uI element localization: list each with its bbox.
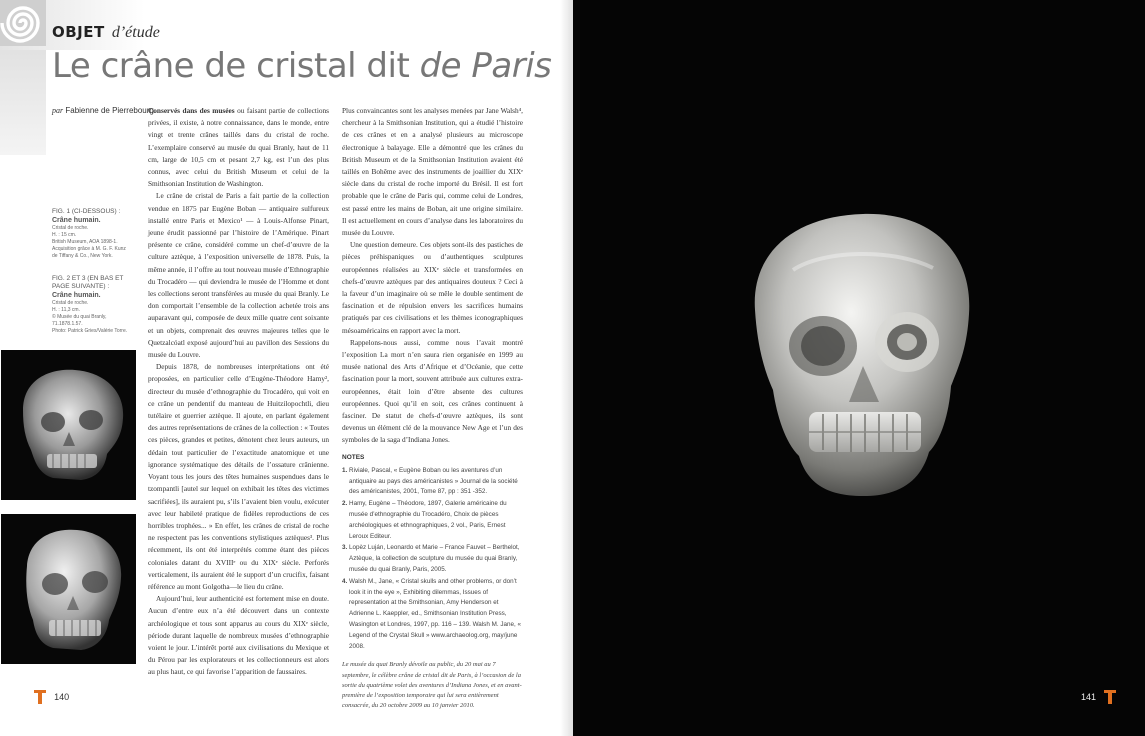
fig23-line: © Musée du quai Branly, (52, 314, 107, 320)
fig1-line: H. : 15 cm. (52, 232, 77, 238)
crystal-skull-image (1, 350, 136, 500)
title-emphasis: de Paris (419, 46, 552, 86)
fig1-line: Cristal de roche. (52, 225, 89, 231)
spine-shadow (560, 0, 573, 736)
note-item (342, 499, 523, 542)
lead-in: Conservés dans des musées (148, 106, 235, 115)
folio-right (1078, 686, 1116, 704)
fig23-line: H. : 11,3 cm. (52, 307, 80, 313)
crystal-skull-image (1, 514, 136, 664)
fig23-line: Cristal de roche. (52, 300, 89, 306)
rubric-main: OBJET (52, 23, 105, 41)
photo-crystal-skull-paris (1, 514, 136, 664)
photo-crystal-skull-british-museum (1, 350, 136, 500)
note-number: 3. (342, 544, 348, 552)
fig23-line: 71.1878.1.57. (52, 321, 83, 327)
page-number-left: 140 (54, 691, 70, 702)
author: Fabienne de Pierrebourg (65, 106, 154, 115)
title-main: Le crâne de cristal dit (52, 46, 420, 86)
section-rubric (52, 22, 160, 46)
t-logo-icon (34, 690, 46, 704)
fig23-head: FIG. 2 ET 3 (EN BAS ET PAGE SUIVANTE) : (52, 275, 124, 290)
fig1-caption (52, 208, 142, 260)
note-text: Walsh M., Jane, « Cristal skulls and other problems, or don’t look it in the eye », Exhibiting dilemmas, Issues of representation at the Smithsonian, Amy Henderson et Adrienne L. Kaeppler, ed., Smithsonian Institution Press, Wasington et Londres, 1997, pp. 116 – 139. Walsh M. Jane, « Legend of the Crystal Skull » www.archaeolog.org, may/june 2008. (349, 577, 521, 650)
fig1-line: de Tiffany & Co., New York. (52, 253, 113, 259)
article-paragraph: Aujourd’hui, leur authenticité est fortement mise en doute. Aucun d’entre eux n’a été découvert dans un contexte archéologique et tous sont apparus au cours du XIXᵉ siècle, période durant laquelle de nombreux musées d’ethnographie voient le jour. L’intérêt porté aux civilisations du Mexique et du Pérou par les explorateurs et les collectionneurs est alors au plus haut, ce qui favorise l’apparition de faussaires. (148, 594, 329, 677)
fig1-line: Acquisition grâce à M. G. F. Kunz (52, 246, 126, 252)
fig23-line: Photo: Patrick Gries/Valérie Torre. (52, 328, 128, 334)
swirl-ornament-icon (0, 0, 46, 46)
page-title (52, 46, 551, 86)
folio-left (34, 686, 72, 704)
article-paragraph: Plus convaincantes sont les analyses menées par Jane Walsh⁴, chercheur à la Smithsonian Institution, qui a étudié l’histoire de ces crânes et en a analysé plusieurs au microscope électronique à balayage. Elle a démontré que les crânes du British Museum et de la Smithsonian Institution avaient été taillés en Bohême avec des instruments de joaillier du XIXᵉ siècle dans du cristal de roche importé du Brésil. Il est fort probable que le crâne de Paris qui, comme celui de Londres, est passé entre les mains de Boban, ait une origine similaire. Il est actuellement en cours d’analyse dans les laboratoires du musée du Louvre. (342, 106, 523, 238)
article-column-2 (342, 105, 523, 711)
t-logo-icon (1104, 690, 1116, 704)
notes-title: NOTES (342, 453, 365, 461)
notes-list (342, 466, 523, 653)
article-paragraph: Rappelons-nous aussi, comme nous l’avait montré l’exposition La mort n’en saura rien organisée en 1999 au musée national des Arts d’Afrique et d’Océanie, que cette fascination pour la mort, souvent attribuée aux cultures extra-européennes, était loin d’être absente des cultures européennes. Quoi qu’il en soit, ces crânes continuent à fasciner. De statut de chefs-d’œuvre aztèques, ils sont devenus un élément clé de la mouvance New Age et l’un des symboles de la saga d’Indiana Jones. (342, 337, 523, 445)
right-page (573, 0, 1145, 736)
note-item (342, 543, 523, 575)
page-number-right: 141 (1081, 691, 1097, 702)
note-text: Riviale, Pascal, « Eugène Boban ou les aventures d’un antiquaire au pays des américanistes » Journal de la société des américanistes, 2001, Tome 87, pp : 351 -352. (349, 466, 518, 496)
fig1-head: FIG. 1 (CI-DESSOUS) : (52, 208, 121, 215)
crystal-skull-full-page-image (723, 190, 1003, 520)
exhibition-note: Le musée du quai Branly dévoile au public, du 20 mai au 7 septembre, le célèbre crâne de cristal dit de Paris, à l’occasion de la sortie du quatrième volet des aventures d’Indiana Jones, et en avant-première de l’exposition temporaire qui lui sera entièrement consacrée, du 20 octobre 2009 au 10 janvier 2010. (342, 661, 522, 710)
note-number: 1. (342, 466, 348, 474)
article-column-1 (148, 105, 329, 679)
rubric-sub: d’étude (111, 24, 160, 41)
fig1-name: Crâne humain. (52, 217, 101, 224)
note-item (342, 577, 523, 653)
article-paragraph: Une question demeure. Ces objets sont-ils des pastiches de pièces préhispaniques ou d’authentiques sculptures européennes réalisées au XIXᵉ siècle et transformées en chefs-d’œuvre aztèques par des antiquaires douteux ? Ceci à la faveur d’un imaginaire où se mêle le double sentiment de fascination et de répulsion envers les sacrifices humains pratiqués par ces civilisations et les thèmes iconographiques mésoaméricains en rapport avec la mort. (342, 240, 523, 335)
paragraph-text: ou faisant partie de collections privées, il existe, à notre connaissance, dans le monde, entre vingt et trente crânes taillés dans du cristal de roche. L’exemplaire conservé au musée du quai Branly, haut de 11 cm, large de 10,5 cm et pesant 2,7 kg, est l’un des plus connus, avec celui du British Museum et celui de la Smithsonian Institution de Washington. (148, 106, 329, 189)
note-item (342, 466, 523, 498)
byline (52, 106, 154, 115)
article-paragraph: Le crâne de cristal de Paris a fait partie de la collection vendue en 1875 par Eugène Boban — antiquaire sulfureux installé entre Paris et Mexico¹ — à Louis-Alfonse Pinart, jeune érudit passionné par l’histoire de l’Amérique. Pinart présente ce crâne, considéré comme un chef-d’œuvre de la culture aztèque, à l’exposition universelle de 1878. Puis, la même année, il l’offre au tout nouveau musée d’Ethnographie du Trocadéro — qui deviendra le musée de l’Homme et dont les collections seront transférées au musée du quai Branly. Le don comportait l’ensemble de la collection achetée trois ans auparavant qui, composée de deux mille quatre cent soixante et un objets, comprenait des œuvres majeures telles que le Quetzalcóatl exposé aujourd’hui au pavillon des Sessions du musée du Louvre. (148, 191, 329, 360)
note-number: 2. (342, 500, 348, 508)
article-paragraph: Depuis 1878, de nombreuses interprétations ont été proposées, en particulier celle d’Eugène-Théodore Hamy², directeur du musée d’ethnographie du Trocadéro, qui voit en ce crâne un pendentif du manteau de Huitzilopochtli, dieu tutélaire et guerrier aztèque. Il ajoute, en parlant également des autres représentations de crânes de la collection : « Toutes ces pièces, grandes et petites, dénotent chez leurs auteurs, un dédain tout particulier de l’exactitude anatomique et une ignorance systématique des détails de l’ossature crânienne. Voyant tous les jours des têtes humaines suspendues dans le tzompantli [autel sur lequel on exhibait les têtes des victimes sacrifiées], ils auraient pu, s’ils l’avaient bien voulu, exécuter avec leur habileté pratique de fidèles reproductions de ces horribles trophées... » En effet, les crânes de cristal de roche ne respectent pas les conventions stylistiques aztèques³. Plus récemment, ils ont été interprétés comme étant des pièces coloniales datant du XVIIIᵉ ou du XIXᵉ siècle. Perforés verticalement, ils auraient été le support d’un crucifix, faisant référence au mont Golgotha—le lieu du crâne. (148, 362, 329, 591)
note-number: 4. (342, 577, 348, 585)
note-text: Lopèz Luján, Leonardo et Marie – France Fauvet – Berthelot, Aztèque, la collection de sculpture du musée du quai Branly, musée du quai Branly, Paris, 2005. (349, 544, 520, 574)
fig23-caption (52, 275, 142, 335)
note-text: Hamy, Eugène – Théodore, 1897, Galerie américaine du musée d’ethnographie du Trocadéro, Choix de pièces archéologiques et ethnographiques, 2 vol., Paris, Ernest Leroux Editeur. (349, 500, 507, 540)
article-paragraph (148, 105, 329, 190)
fig1-line: British Museum, AOA 1898-1. (52, 239, 118, 245)
fig23-name: Crâne humain. (52, 292, 101, 299)
byline-prefix: par (52, 106, 64, 115)
